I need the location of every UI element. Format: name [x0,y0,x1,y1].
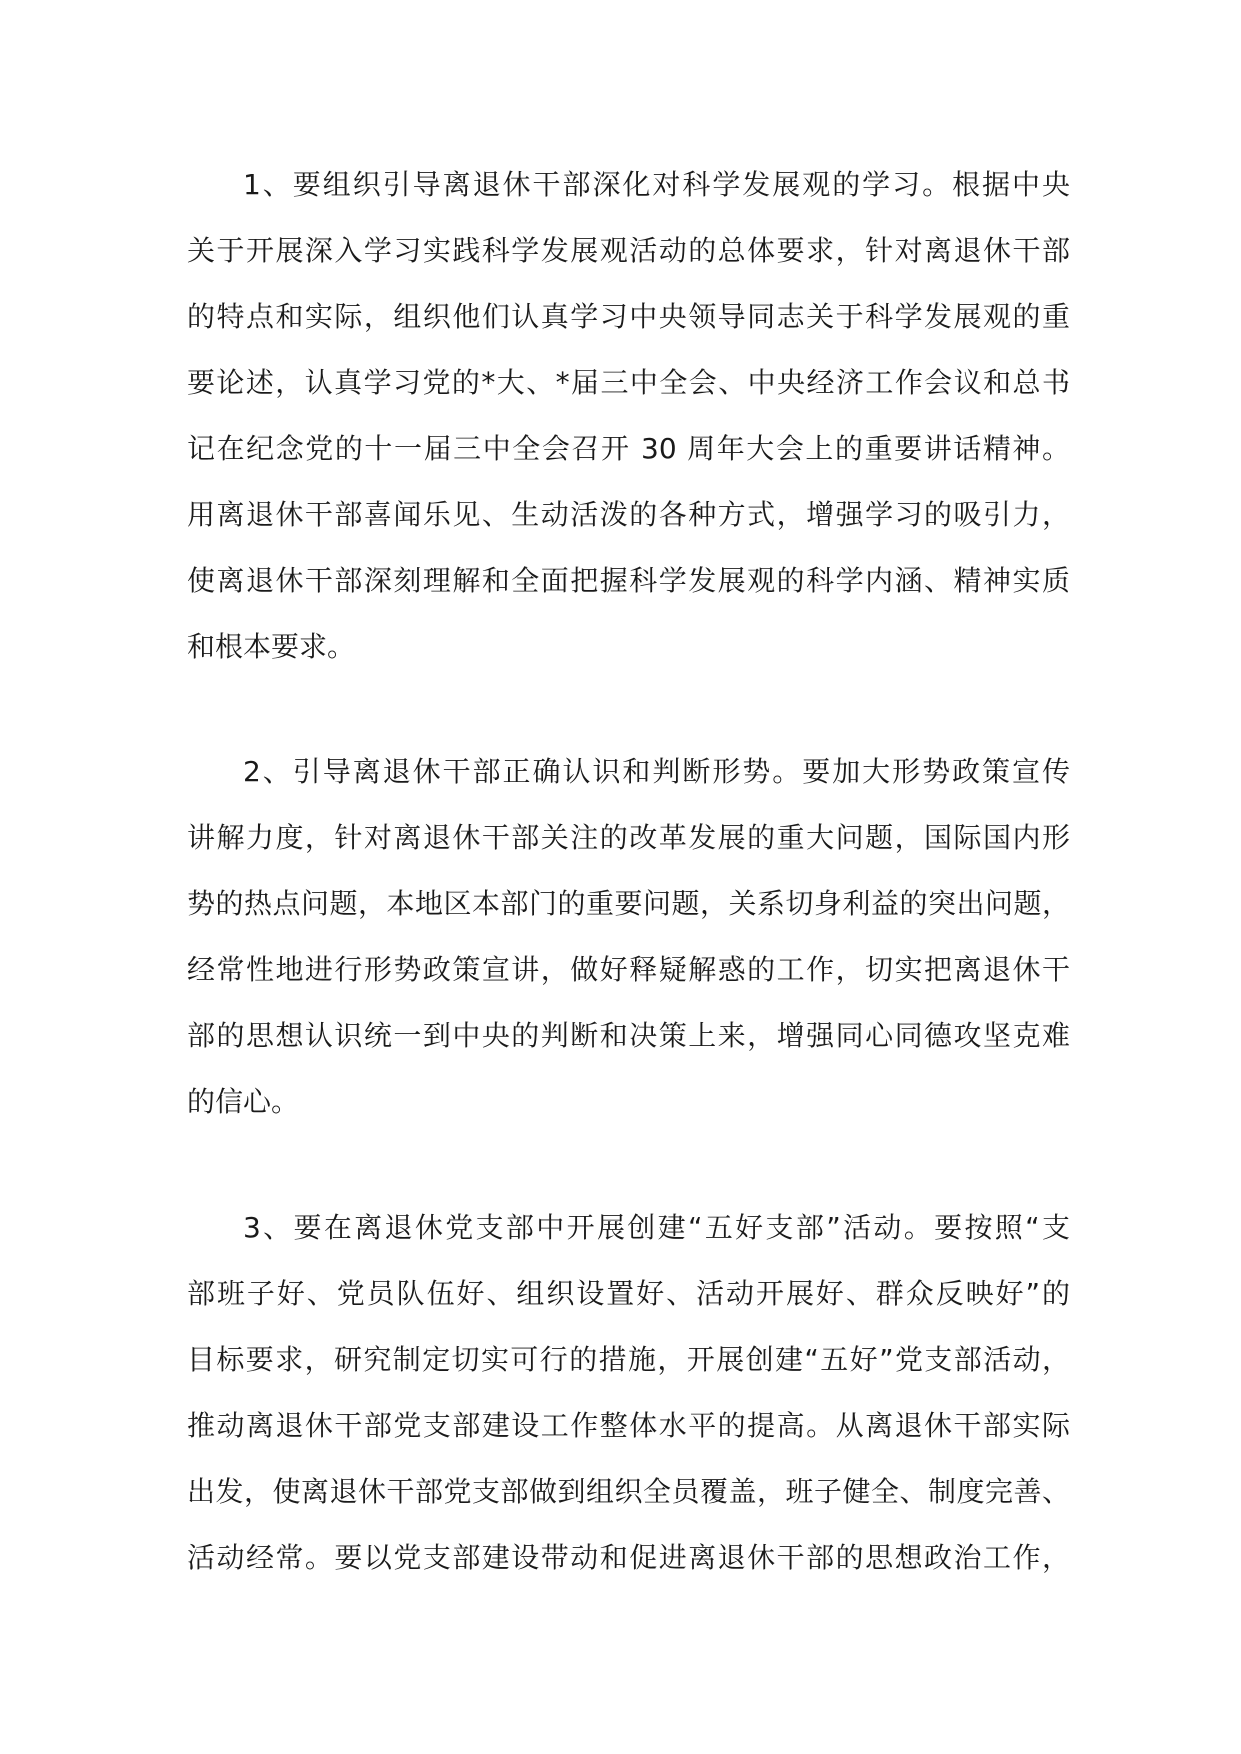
paragraph-line: 要论述，认真学习党的*大、*届三中全会、中央经济工作会议和总书 [187,366,1070,399]
paragraph-1 [187,152,1070,680]
paragraph-line: 1、要组织引导离退休干部深化对科学发展观的学习。根据中央 [243,168,1070,201]
paragraph-line: 目标要求，研究制定切实可行的措施，开展创建“五好”党支部活动， [187,1343,1070,1376]
paragraph-3 [187,1195,1070,1591]
paragraph-line: 出发，使离退休干部党支部做到组织全员覆盖，班子健全、制度完善、 [187,1475,1070,1508]
paragraph-line: 用离退休干部喜闻乐见、生动活泼的各种方式，增强学习的吸引力， [187,498,1070,531]
paragraph-line: 记在纪念党的十一届三中全会召开 30 周年大会上的重要讲话精神。 [187,432,1070,465]
paragraph-2 [187,739,1070,1135]
paragraph-line: 势的热点问题，本地区本部门的重要问题，关系切身利益的突出问题， [187,887,1070,920]
paragraph-line: 推动离退休干部党支部建设工作整体水平的提高。从离退休干部实际 [187,1409,1070,1442]
paragraph-line: 经常性地进行形势政策宣讲，做好释疑解惑的工作，切实把离退休干 [187,953,1070,986]
paragraph-line: 讲解力度，针对离退休干部关注的改革发展的重大问题，国际国内形 [187,821,1070,854]
paragraph-line: 部班子好、党员队伍好、组织设置好、活动开展好、群众反映好”的 [187,1277,1070,1310]
paragraph-line: 关于开展深入学习实践科学发展观活动的总体要求，针对离退休干部 [187,234,1070,267]
paragraph-line: 使离退休干部深刻理解和全面把握科学发展观的科学内涵、精神实质 [187,564,1070,597]
paragraph-line: 3、要在离退休党支部中开展创建“五好支部”活动。要按照“支 [243,1211,1070,1244]
paragraph-line: 和根本要求。 [187,630,356,663]
paragraph-line: 的特点和实际，组织他们认真学习中央领导同志关于科学发展观的重 [187,300,1070,333]
paragraph-line: 2、引导离退休干部正确认识和判断形势。要加大形势政策宣传 [243,755,1070,788]
paragraph-line: 活动经常。要以党支部建设带动和促进离退休干部的思想政治工作， [187,1541,1070,1574]
paragraph-line: 的信心。 [187,1085,300,1118]
paragraph-line: 部的思想认识统一到中央的判断和决策上来，增强同心同德攻坚克难 [187,1019,1070,1052]
